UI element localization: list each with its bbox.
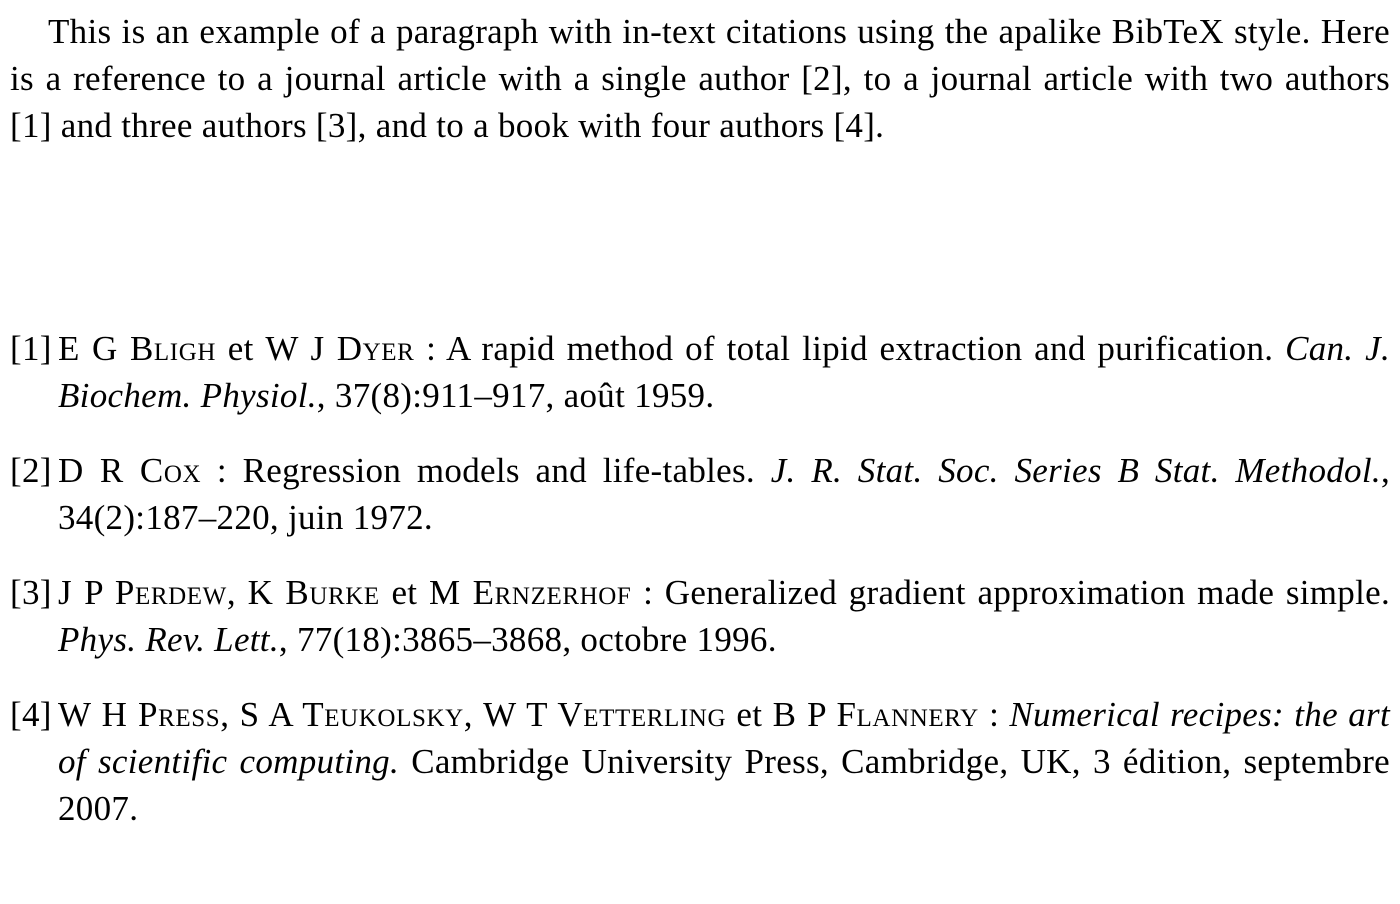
reference-segment-italic: Can. J. Biochem. Physiol. [58,329,1390,415]
reference-list [10,325,1390,832]
reference-segment-normal: , 37(8):911–917, août 1959. [316,376,715,415]
reference-item [10,569,1390,663]
reference-segment-normal: Cambridge University Press, Cambridge, UK, 3 édition, septembre 2007. [58,742,1390,828]
reference-segment-italic: Numerical recipes: the art of scientific computing. [58,695,1390,781]
reference-segment-normal: : [978,695,1010,734]
reference-segment-smallcaps: W T Vetterling [483,695,727,734]
reference-segment-italic: Phys. Rev. Lett. [58,620,279,659]
reference-text [58,573,1390,659]
reference-item [10,325,1390,419]
reference-segment-normal: , [463,695,484,734]
reference-item [10,447,1390,541]
reference-item [10,691,1390,832]
reference-segment-normal: , 77(18):3865–3868, octobre 1996. [278,620,777,659]
reference-segment-smallcaps: J P Perdew [58,573,227,612]
reference-segment-normal: , [226,573,248,612]
reference-segment-smallcaps: B P Flannery [772,695,979,734]
reference-segment-smallcaps: E G Bligh [58,329,217,368]
reference-segment-smallcaps: K Burke [247,573,380,612]
reference-text [58,695,1390,828]
reference-segment-normal: : Regression models and life-tables. [201,451,771,490]
reference-segment-smallcaps: W H Press [58,695,221,734]
reference-segment-normal: et [379,573,429,612]
reference-segment-italic: J. R. Stat. Soc. Series B Stat. Methodol. [770,451,1381,490]
reference-segment-smallcaps: M Ernzerhof [428,573,632,612]
body-paragraph: This is an example of a paragraph with in-text citations using the apalike BibTeX style. Here is a reference to a journal article with a single author [2], to a journal article with two authors [1] and three authors [3], and to a book with four authors [4]. [10,12,1390,145]
reference-label: [1] [10,329,52,368]
reference-text [58,451,1390,537]
reference-text [58,329,1390,415]
reference-label: [4] [10,695,52,734]
reference-segment-normal: , [220,695,240,734]
reference-segment-smallcaps: D R Cox [58,451,202,490]
reference-segment-normal: , 34(2):187–220, juin 1972. [58,451,1390,537]
reference-segment-normal: et [726,695,773,734]
reference-segment-normal: : A rapid method of total lipid extraction and purification. [414,329,1286,368]
reference-segment-normal: et [216,329,266,368]
reference-segment-normal: : Generalized gradient approximation made simple. [631,573,1390,612]
reference-segment-smallcaps: S A Teukolsky [239,695,464,734]
reference-label: [2] [10,451,52,490]
reference-segment-smallcaps: W J Dyer [265,329,415,368]
reference-label: [3] [10,573,52,612]
